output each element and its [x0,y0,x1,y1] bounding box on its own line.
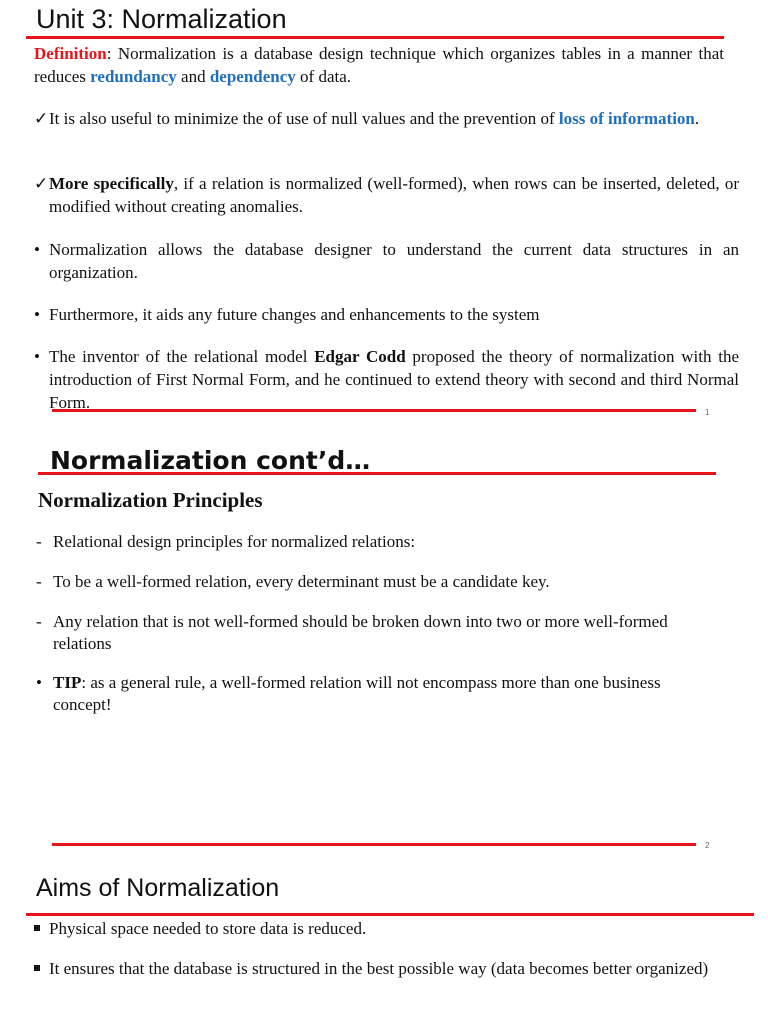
definition-and: and [176,67,210,86]
square-bullet-icon [34,965,40,971]
slide-title: Normalization cont’d… [50,446,371,475]
bullet-item-text: Normalization allows the database designer to understand the current data structures in an organization. [49,240,739,282]
dash-item [36,611,723,655]
bullet-item [34,303,739,326]
dash-item [36,571,723,593]
square-bullet-item [34,958,749,980]
definition-paragraph [34,42,724,88]
section-subheading: Normalization Principles [38,488,263,512]
check-item-text: It is also useful to minimize the of use of null values and the prevention of [49,109,559,128]
slide-3 [0,860,768,1024]
slide-bottom-rule [52,843,696,846]
check-item [34,107,739,130]
definition-text: : Normalization is a database design technique which organizes tables in a manner that reduces [34,44,724,86]
tip-label: TIP [53,673,82,692]
square-bullet-text: It ensures that the database is structured in the best possible way (data becomes better organized) [49,959,709,978]
square-bullet-text: Physical space needed to store data is reduced. [49,919,367,938]
check-item [34,172,739,218]
bullet-item-text: Furthermore, it aids any future changes and enhancements to the system [49,305,540,324]
bullet-item-text-end: proposed the theory of normalization with the introduction of First Normal Form, and he continued to extend theory with second and third Normal Form. [49,347,739,412]
dash-item-text: Any relation that is not well-formed should be broken down into two or more well-formed relations [53,612,668,653]
loss-of-information-term: loss of information [558,109,695,128]
dash-item-text: To be a well-formed relation, every determinant must be a candidate key. [53,572,550,591]
definition-end: of data. [295,67,352,86]
dash-icon: - [36,572,42,591]
tip-item [36,672,723,716]
tip-text: : as a general rule, a well-formed relation will not encompass more than one business concept! [53,673,661,714]
title-underline [38,472,716,475]
slide-bottom-rule [52,409,696,412]
square-bullet-item [34,918,749,940]
check-item-text: , if a relation is normalized (well-formed), when rows can be inserted, deleted, or modified without creating anomalies. [49,174,739,216]
dash-icon: - [36,612,42,631]
bullet-icon: • [34,240,40,259]
page-number: 2 [705,841,710,850]
dash-item-text: Relational design principles for normalized relations: [53,532,416,551]
bullet-item [34,345,739,414]
definition-label: Definition [34,44,107,63]
edgar-codd-name: Edgar Codd [314,347,406,366]
dash-icon: - [36,532,42,551]
check-icon: ✓ [34,109,49,128]
page-number: 1 [705,408,710,417]
bullet-icon: • [34,305,40,324]
check-item-end: . [694,109,700,128]
dash-item [36,531,723,553]
square-bullet-icon [34,925,40,931]
bullet-icon: • [34,347,40,366]
bullet-item-text: The inventor of the relational model [49,347,315,366]
title-underline [26,36,724,39]
title-underline [26,913,754,916]
slide-1 [0,0,768,425]
redundancy-term: redundancy [90,67,177,86]
bullet-item [34,238,739,284]
dependency-term: dependency [209,67,296,86]
slide-title: Unit 3: Normalization [36,4,287,34]
bullet-icon: • [36,673,42,692]
slide-2 [0,430,768,855]
more-specifically-label: More specifically [49,174,174,193]
check-icon: ✓ [34,174,49,193]
slide-title: Aims of Normalization [36,874,280,902]
